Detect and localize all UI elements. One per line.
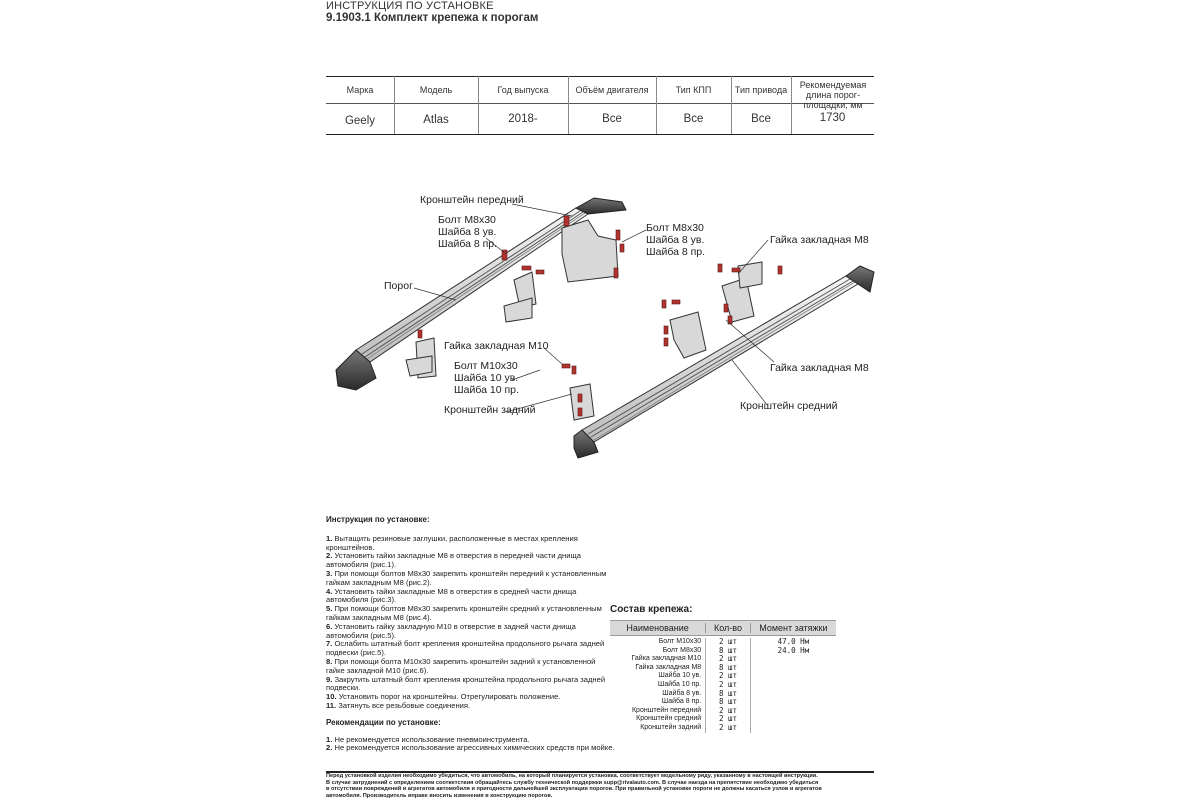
fastener-qty: 2 шт bbox=[706, 672, 751, 681]
fastener-torque bbox=[751, 664, 836, 673]
label-nut-m8-mid: Гайка закладная М8 bbox=[770, 362, 869, 374]
fastener-name: Шайба 8 пр. bbox=[610, 698, 706, 707]
value-engine: Все bbox=[602, 113, 622, 125]
header-engine: Объём двигателя bbox=[575, 85, 649, 95]
step-text: При помощи болтов М8х30 закрепить кронштейн передний к установленным гайкам закладным М8 (рис.2). bbox=[326, 568, 607, 587]
step-text: Затянуть все резьбовые соединения. bbox=[338, 700, 471, 710]
document-title: ИНСТРУКЦИЯ ПО УСТАНОВКЕ bbox=[326, 0, 494, 12]
instruction-step bbox=[326, 588, 616, 606]
value-gearbox: Все bbox=[683, 113, 704, 125]
step-text: Вытащить резиновые заглушки, расположенные в местах крепления кронштейнов. bbox=[326, 533, 578, 552]
fastener-torque bbox=[751, 681, 836, 690]
fastener-qty: 2 шт bbox=[706, 715, 751, 724]
label-nut-m10: Гайка закладная М10 bbox=[444, 340, 549, 352]
value-year: 2018- bbox=[508, 113, 538, 125]
label-nut-m8-top: Гайка закладная М8 bbox=[770, 234, 869, 246]
fastener-qty: 8 шт bbox=[706, 690, 751, 699]
label-washer-10-big: Шайба 10 ув. bbox=[454, 372, 519, 384]
installation-instructions bbox=[326, 516, 616, 753]
footer-line: автомобиля. Производитель вправе вносить изменения в конструкцию порогов. bbox=[326, 792, 553, 799]
header-length: Рекомендуемая длина порог-площадки, мм bbox=[799, 80, 867, 110]
fastener-name: Шайба 10 пр. bbox=[610, 681, 706, 690]
rec-text: Не рекомендуется использование агрессивных химических средств при мойке. bbox=[334, 743, 615, 753]
step-text: Установить гайку закладную М10 в отверстие в задней части днища автомобиля (рис.5). bbox=[326, 621, 576, 640]
fastener-torque: 47.0 Нм bbox=[777, 637, 810, 646]
step-text: При помощи болта М10х30 закрепить кронштейн задний к установленной гайке закладной М10 (рис.6). bbox=[326, 656, 596, 675]
step-text: Ослабить штатный болт крепления кронштейна продольного рычага задней подвески (рис.5). bbox=[326, 639, 605, 658]
table-row bbox=[610, 724, 836, 733]
fastener-torque bbox=[751, 690, 836, 699]
label-front-bracket: Кронштейн передний bbox=[420, 194, 524, 206]
label-bolt-m8-right: Болт М8х30 bbox=[646, 222, 704, 234]
rec-number: 1. bbox=[326, 734, 333, 744]
table-bottom-rule bbox=[326, 134, 874, 135]
fastener-qty: 2 шт bbox=[706, 681, 751, 690]
exploded-view-illustration bbox=[326, 180, 886, 480]
fastener-name: Шайба 8 ув. bbox=[610, 690, 706, 699]
fastener-torque bbox=[751, 715, 836, 724]
fasteners-header-row bbox=[610, 620, 836, 636]
fastener-name: Кронштейн задний bbox=[610, 724, 706, 733]
document-header bbox=[326, 0, 538, 24]
step-number: 5. bbox=[326, 604, 333, 614]
step-number: 6. bbox=[326, 621, 333, 631]
instruction-step bbox=[326, 535, 616, 553]
label-bolt-m10: Болт М10х30 bbox=[454, 360, 518, 372]
value-model: Atlas bbox=[423, 114, 449, 126]
fastener-name: Кронштейн средний bbox=[610, 715, 706, 724]
label-washer-8-big-left: Шайба 8 ув. bbox=[438, 226, 497, 238]
header-make: Марка bbox=[346, 85, 374, 95]
fastener-qty: 8 шт bbox=[706, 664, 751, 673]
instruction-step bbox=[326, 658, 616, 676]
header-gearbox: Тип КПП bbox=[675, 85, 712, 95]
header-model: Модель bbox=[419, 85, 453, 95]
fastener-name: Гайка закладная М8 bbox=[610, 664, 706, 673]
instruction-step bbox=[326, 640, 616, 658]
value-drive: Все bbox=[751, 113, 771, 125]
fastener-qty: 2 шт bbox=[706, 707, 751, 716]
fastener-torque bbox=[751, 707, 836, 716]
rec-number: 2. bbox=[326, 743, 333, 753]
step-number: 2. bbox=[326, 551, 333, 561]
step-number: 10. bbox=[326, 692, 337, 702]
fastener-torque bbox=[751, 655, 836, 664]
instruction-step bbox=[326, 605, 616, 623]
fastener-torque bbox=[751, 672, 836, 681]
fasteners-table bbox=[610, 620, 836, 733]
label-sill: Порог bbox=[384, 280, 413, 292]
fastener-qty: 8 шт bbox=[706, 647, 751, 656]
instruction-step bbox=[326, 623, 616, 641]
fastener-name: Гайка закладная М10 bbox=[610, 655, 706, 664]
fastener-qty: 8 шт bbox=[706, 698, 751, 707]
fastener-name: Кронштейн передний bbox=[610, 707, 706, 716]
fastener-torque bbox=[751, 724, 836, 733]
label-washer-10-flat: Шайба 10 пр. bbox=[454, 384, 519, 396]
rear-bracket-left bbox=[406, 338, 436, 378]
header-name: Наименование bbox=[610, 623, 706, 633]
header-drive: Тип привода bbox=[734, 85, 788, 95]
value-length: 1730 bbox=[819, 112, 846, 124]
fastener-qty: 2 шт bbox=[706, 655, 751, 664]
header-year: Год выпуска bbox=[497, 85, 549, 95]
instruction-step bbox=[326, 702, 616, 711]
header-torque: Момент затяжки bbox=[759, 623, 828, 633]
instructions-title: Инструкция по установке: bbox=[326, 515, 430, 524]
fastener-torque: 24.0 Нм bbox=[777, 645, 810, 655]
label-mid-bracket: Кронштейн средний bbox=[740, 400, 838, 412]
assembly-diagram bbox=[326, 180, 886, 480]
step-text: Установить порог на кронштейны. Отрегулировать положение. bbox=[338, 692, 561, 702]
fastener-name: Болт М8х30 bbox=[610, 647, 706, 656]
header-qty: Кол-во bbox=[706, 623, 751, 633]
fastener-name: Шайба 10 ув. bbox=[610, 672, 706, 681]
recommendations-list bbox=[326, 736, 616, 754]
step-number: 9. bbox=[326, 674, 333, 684]
footer-disclaimer bbox=[326, 773, 874, 799]
label-washer-8-flat-left: Шайба 8 пр. bbox=[438, 238, 498, 250]
footer-line: Перед установкой изделия необходимо убедиться, что автомобиль, на который планируется установка, соответствует модельному ряду, указанному в настоящей инструкции. bbox=[326, 773, 818, 779]
rec-text: Не рекомендуется использование пневмоинструмента. bbox=[334, 734, 530, 744]
fasteners-title: Состав крепежа: bbox=[610, 604, 693, 615]
step-text: Закрутить штатный болт крепления кронштейна продольного рычага задней подвески. bbox=[326, 674, 606, 693]
fastener-qty: 2 шт bbox=[706, 638, 751, 647]
fastener-torque bbox=[751, 698, 836, 707]
step-number: 11. bbox=[326, 700, 337, 710]
value-make: Geely bbox=[344, 115, 376, 127]
step-number: 4. bbox=[326, 586, 333, 596]
document-subtitle: 9.1903.1 Комплект крепежа к порогам bbox=[326, 12, 539, 24]
recommendations-title: Рекомендации по установке: bbox=[326, 717, 441, 727]
fastener-qty: 2 шт bbox=[706, 724, 751, 733]
instruction-step bbox=[326, 570, 616, 588]
step-text: Установить гайки закладные М8 в отверстия в передней части днища автомобиля (рис.1). bbox=[326, 551, 581, 570]
label-bolt-m8-left: Болт М8х30 bbox=[438, 214, 496, 226]
label-washer-8-big-right: Шайба 8 ув. bbox=[646, 234, 705, 246]
step-text: При помощи болтов М8х30 закрепить кронштейн средний к установленным гайкам закладным М8 (рис.4). bbox=[326, 604, 602, 622]
step-number: 3. bbox=[326, 568, 333, 578]
instruction-step bbox=[326, 676, 616, 694]
label-washer-8-flat-right: Шайба 8 пр. bbox=[646, 246, 706, 258]
label-rear-bracket: Кронштейн задний bbox=[444, 404, 536, 416]
instructions-list bbox=[326, 535, 616, 711]
recommendation-item bbox=[326, 744, 616, 753]
fastener-name: Болт М10х30 bbox=[610, 638, 706, 647]
step-number: 1. bbox=[326, 533, 333, 543]
step-text: Установить гайки закладные М8 в отверстия в средней части днища автомобиля (рис.3). bbox=[326, 586, 577, 605]
footer-line: В случае затруднений с определением соответствия обращайтесь службу технической поддержки supp@rivalauto.com. В случае наезда на препятствие необходимо убедиться bbox=[326, 779, 819, 786]
step-number: 7. bbox=[326, 639, 333, 649]
front-bracket-left bbox=[504, 220, 618, 322]
footer-line: в отсутствии повреждений и агрегатов автомобиля и пригодности дальнейшей эксплуатации порогов. При правильной установке пороги не должны касаться узлов и агрегатов bbox=[326, 786, 822, 793]
step-number: 8. bbox=[326, 656, 333, 666]
instruction-step bbox=[326, 552, 616, 570]
